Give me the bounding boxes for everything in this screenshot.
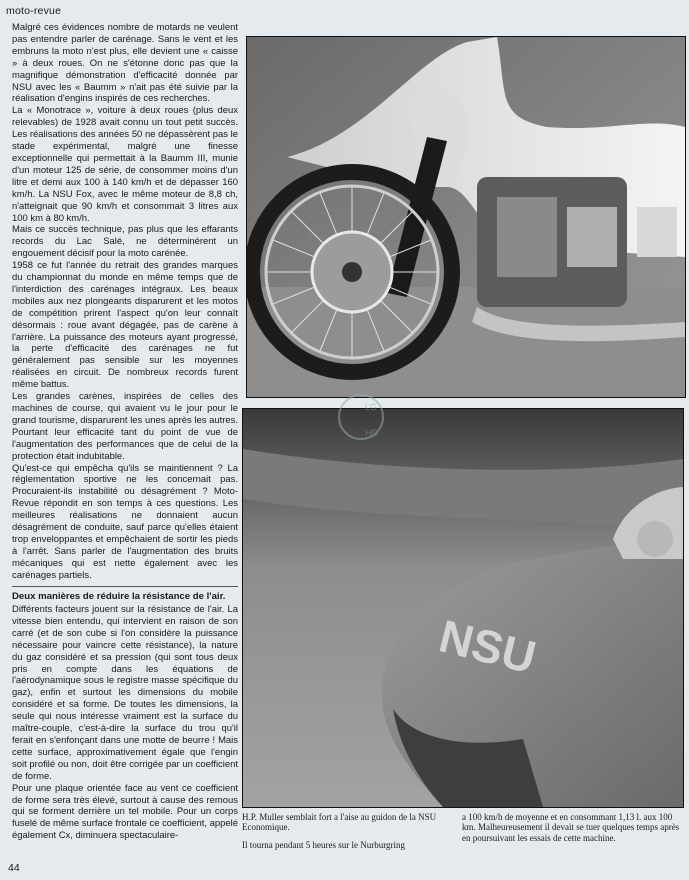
watermark-logo [335, 392, 387, 442]
article-column [12, 22, 238, 842]
nsu-racer-photo [242, 408, 684, 808]
section-paragraph: Différents facteurs jouent sur la résistance de l'air. La vitesse bien entendu, qui intervient en raison de son carré (et de son cube si l'on considère la puissance nécessaire pour vaincre cette résistance), la nature du gaz considéré et sa pression (qui sont tous deux pris en compte dans les équations de l'aérodynamique sous le registre masse spécifique du gaz), enfin et surtout les dimensions du mobile considéré et sa forme. De toutes les dimensions, la seule qui nous intéresse vraiment est la surface du maître-couple, c'est-à-dire la surface du trou qu'il ferait en s'enfonçant dans une motte de beurre ! Mais cette surface, approximativement égale que l'engin soit profilé ou non, doit être corrigée par un coefficient de forme. [12, 604, 238, 782]
article-paragraph: La « Monotrace », voiture à deux roues (plus deux relevables) de 1928 avait connu un tout petit succès. Les réalisations des années 50 ne dépassèrent pas le stade expérimental, malgré une finesse exceptionnelle qui permettait à la Baumm III, munie d'un moteur 125 de série, de consommer moins d'un litre et demi aux 100 à 140 km/h et de dépasser 160 km/h. La NSU Fox, avec le même moteur de 8,8 ch, n'atteignait que 90 km/h et consommait 3 litres aux 100 km à 80 km/h. [12, 105, 238, 224]
motorcycle-fairing-photo [246, 36, 686, 398]
section-title: Deux manières de réduire la résistance de l'air. [12, 590, 226, 602]
article-paragraph: 1958 ce fut l'année du retrait des grandes marques du championnat du monde en même temps que de l'interdiction des carénages intégraux. Les beaux mobiles aux nez plongeants disparurent et les motos de compétition prirent l'aspect qu'on leur connaît désormais : roue avant dégagée, pas de carène à l'arrière. La puissance des moteurs ayant progressé, la perte d'efficacité des carénages ne fut généralement pas sensible sur les moyennes réalisées en circuit. De nombreux records furent même battus. [12, 260, 238, 391]
article-paragraph: Les grandes carènes, inspirées de celles des machines de course, qui avaient vu le jour pour le grand tourisme, disparurent les unes après les autres. Pourtant leur efficacité tant du point de vue de l'augmentation des performances que de celui de la protection était indubitable. [12, 391, 238, 462]
magazine-header: moto-revue [6, 5, 62, 17]
article-paragraph: Qu'est-ce qui empêcha qu'ils se maintiennent ? La réglementation sportive ne les concernait pas. Procuraient-ils instabilité ou désagrément ? Moto-Revue répondit en son temps à ces questions. Les meilleures réalisations ne donnaient aucun désagrément de conduite, sauf parce qu'elles étaient trop enveloppantes et empêchaient de sortir les pieds à l'arrêt. Sans parler de l'augmentation des bruits mécaniques qui est nette également avec les carénages partiels. [12, 462, 238, 581]
fairing-lettering: NSU [434, 609, 542, 684]
article-section [12, 586, 238, 843]
page-number: 44 [8, 862, 20, 874]
section-paragraph: Pour une plaque orientée face au vent ce coefficient de forme sera très élevé, surtout à cause des remous qui se forment derrière un tel mobile. Pour un corps fuselé de même surface frontale ce coefficient, appelé également Cx, diminuera spectaculaire- [12, 782, 238, 842]
photo-caption-left [242, 812, 460, 857]
article-paragraph: Malgré ces évidences nombre de motards ne veulent pas entendre parler de carénage. Sans le vent et les embruns la moto n'est plus, elle devient une « caisse » à deux roues. On ne s'étonne donc pas que la magnifique démonstration d'efficacité donnée par NSU avec les « Baumm » n'ait pas été suivie par la réalisation d'engins inspirés de ces recherches. [12, 22, 238, 105]
photo-caption-right [462, 812, 684, 850]
caption-line: Il tourna pendant 5 heures sur le Nurburgring [242, 839, 406, 850]
watermark-text-top: LG [365, 402, 378, 412]
caption-line: a 100 km/h de moyenne et en consommant 1,13 l. aux 100 km. Malheureusement il devait se tuer quelques temps après en poursuivant les essais de cette machine. [462, 812, 680, 843]
watermark-text-bottom: HD [365, 428, 378, 438]
article-paragraph: Mais ce succès technique, pas plus que les effarants records du Lac Salé, ne déterminèrent un engouement décisif pour la moto carénée. [12, 224, 238, 260]
caption-line: H.P. Muller semblait fort a l'aise au guidon de la NSU Economique. [242, 812, 437, 833]
